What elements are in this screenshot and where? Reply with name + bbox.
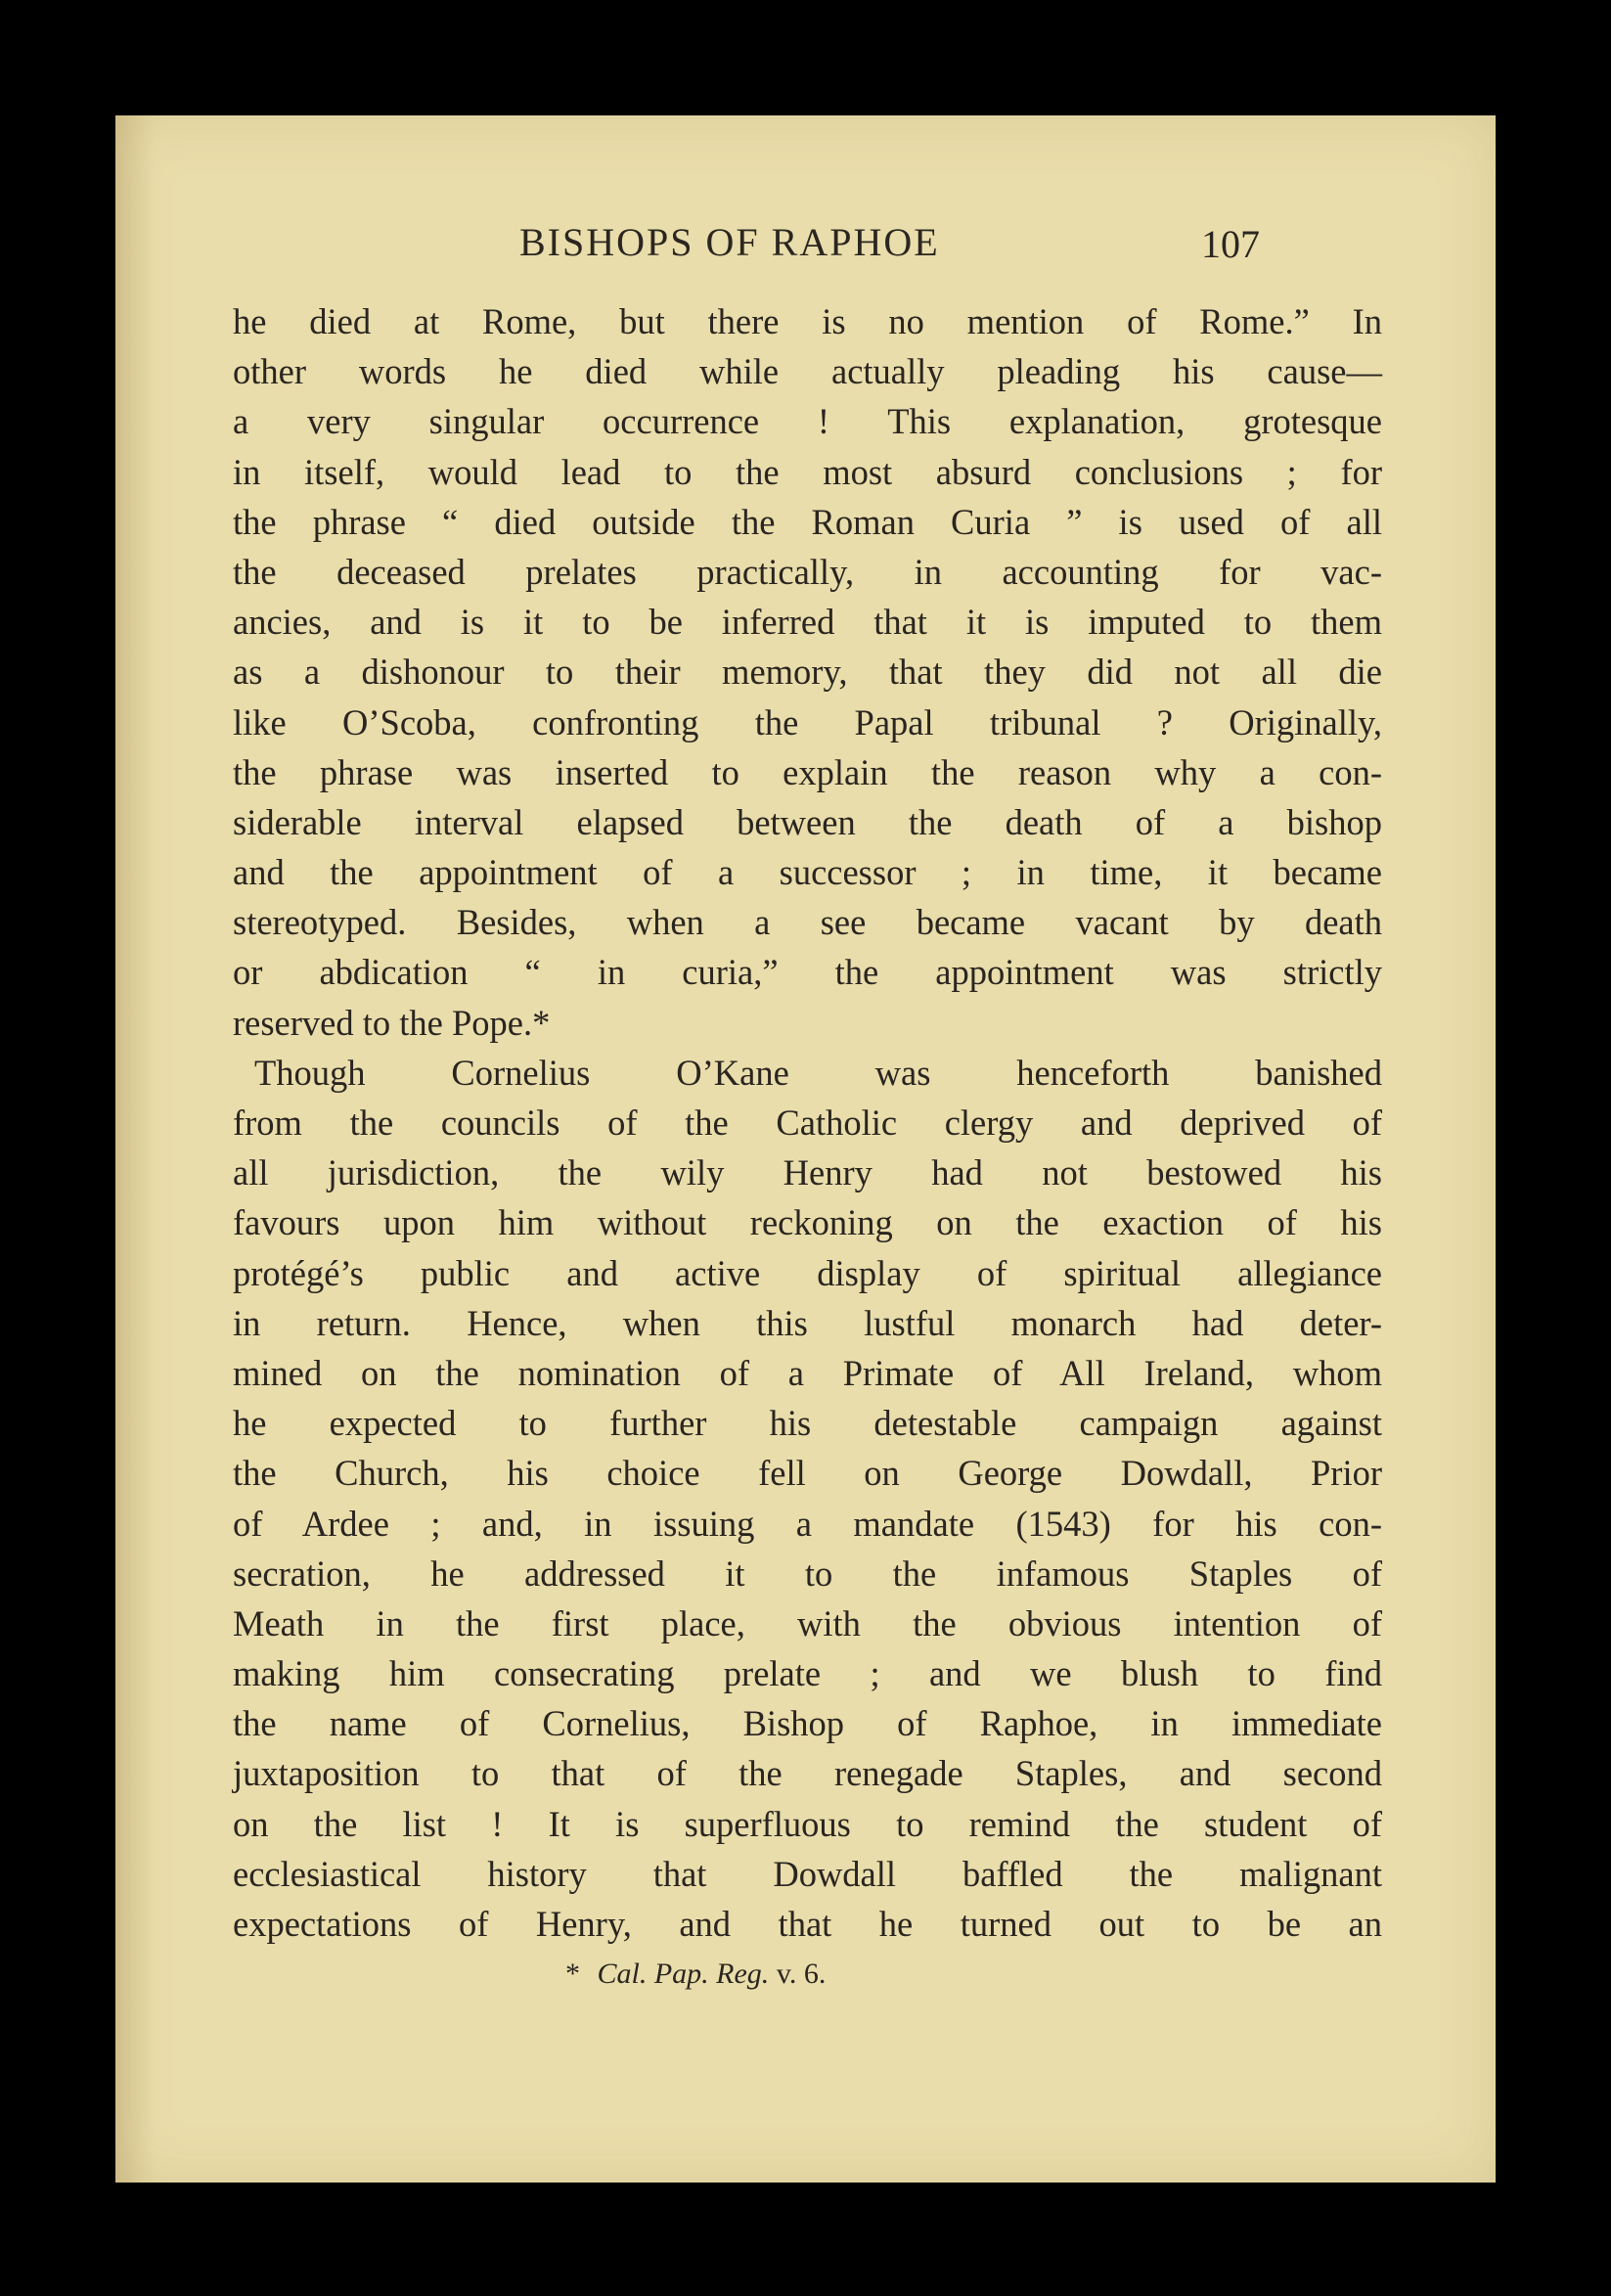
text-line: he expected to further his detestable campaign against — [233, 1403, 1382, 1444]
text-line: mined on the nomination of a Primate of All Ireland, whom — [233, 1352, 1382, 1393]
text-line: other words he died while actually pleading his cause— — [233, 351, 1382, 392]
body-text — [233, 296, 1382, 1949]
text-line: and the appointment of a successor ; in time, it became — [233, 852, 1382, 893]
text-line: on the list ! It is superfluous to remind the student of — [233, 1803, 1382, 1844]
footnote-source: Cal. Pap. Reg. — [597, 1958, 770, 1990]
text-line: siderable interval elapsed between the death of a bishop — [233, 801, 1382, 842]
footnote — [565, 1955, 826, 1994]
text-line: favours upon him without reckoning on the exaction of his — [233, 1202, 1382, 1243]
gutter-shadow — [115, 115, 155, 2183]
text-line: secration, he addressed it to the infamous Staples of — [233, 1553, 1382, 1594]
text-line: the name of Cornelius, Bishop of Raphoe, in immediate — [233, 1703, 1382, 1744]
running-head-title: BISHOPS OF RAPHOE — [519, 220, 940, 264]
text-line: expectations of Henry, and that he turned out to be an — [233, 1904, 1382, 1944]
text-line: of Ardee ; and, in issuing a mandate (1543) for his con- — [233, 1503, 1382, 1544]
text-line: like O’Scoba, confronting the Papal tribunal ? Originally, — [233, 701, 1382, 743]
text-line: protégé’s public and active display of spiritual allegiance — [233, 1252, 1382, 1293]
running-head — [115, 213, 1496, 272]
text-line: the phrase was inserted to explain the reason why a con- — [233, 751, 1382, 792]
book-page — [115, 115, 1496, 2183]
text-line: as a dishonour to their memory, that they did not all die — [233, 652, 1382, 693]
text-line: the deceased prelates practically, in accounting for vac- — [233, 551, 1382, 592]
text-line: ancies, and is it to be inferred that it is imputed to them — [233, 602, 1382, 643]
text-line: stereotyped. Besides, when a see became vacant by death — [233, 902, 1382, 943]
text-line: making him consecrating prelate ; and we blush to find — [233, 1653, 1382, 1694]
footnote-reference: v. 6. — [776, 1958, 827, 1990]
text-line: juxtaposition to that of the renegade Staples, and second — [233, 1753, 1382, 1794]
paragraph-start-line: Though Cornelius O’Kane was henceforth banished — [254, 1052, 1382, 1093]
paragraph-end-line: reserved to the Pope.* — [233, 1002, 551, 1043]
text-line: Meath in the first place, with the obvious intention of — [233, 1602, 1382, 1643]
footnote-marker: * — [565, 1958, 580, 1990]
text-line: the phrase “ died outside the Roman Curia ” is used of all — [233, 501, 1382, 542]
text-line: a very singular occurrence ! This explanation, grotesque — [233, 401, 1382, 442]
text-line: from the councils of the Catholic clergy and deprived of — [233, 1103, 1382, 1143]
text-line: in return. Hence, when this lustful monarch had deter- — [233, 1302, 1382, 1343]
text-line: ecclesiastical history that Dowdall baffled the malignant — [233, 1853, 1382, 1894]
text-line: the Church, his choice fell on George Dowdall, Prior — [233, 1453, 1382, 1494]
text-line: all jurisdiction, the wily Henry had not bestowed his — [233, 1152, 1382, 1193]
text-line: in itself, would lead to the most absurd conclusions ; for — [233, 451, 1382, 492]
text-line: or abdication “ in curia,” the appointment was strictly — [233, 952, 1382, 993]
text-line: he died at Rome, but there is no mention of Rome.” In — [233, 301, 1382, 341]
page-number: 107 — [1201, 222, 1260, 266]
